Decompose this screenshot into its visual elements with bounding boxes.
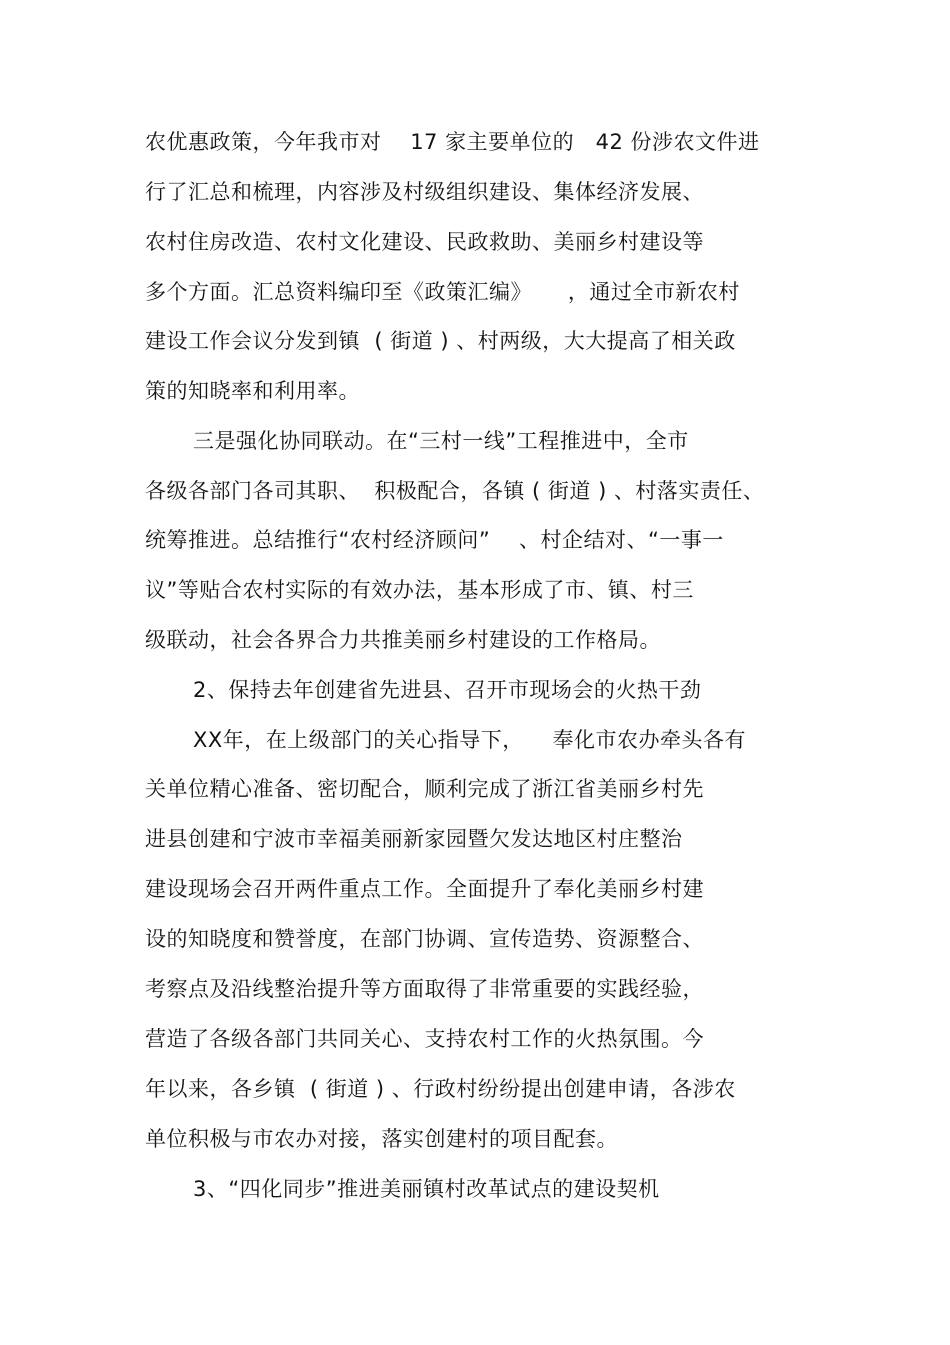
text-line: 级联动，社会各界合力共推美丽乡村建设的工作格局。	[145, 628, 661, 652]
paragraph-first-line: 三是强化协同联动。在“三村一线”工程推进中，全市	[193, 429, 689, 453]
text-line: 行了汇总和梳理，内容涉及村级组织建设、集体经济发展、	[145, 180, 704, 204]
text-line: 考察点及沿线整治提升等方面取得了非常重要的实践经验，	[145, 977, 704, 1001]
text-line: 各级各部门各司其职、 积极配合，各镇 ( 街道 ) 、村落实责任、	[145, 479, 765, 503]
text-line: 建设现场会召开两件重点工作。全面提升了奉化美丽乡村建	[145, 877, 704, 901]
text-line: 农村住房改造、农村文化建设、民政救助、美丽乡村建设等	[145, 230, 704, 254]
text-line: 进县创建和宁波市幸福美丽新家园暨欠发达地区村庄整治	[145, 827, 683, 851]
text-line: 策的知晓率和利用率。	[145, 379, 360, 403]
paragraph-first-line: XX年，在上级部门的关心指导下， 奉化市农办牵头各有	[193, 728, 746, 752]
section-heading-3: 3、“四化同步”推进美丽镇村改革试点的建设契机	[193, 1177, 660, 1201]
text-line: 多个方面。汇总资料编印至《政策汇编》 ，通过全市新农村	[145, 280, 740, 304]
text-line: 设的知晓度和赞誉度，在部门协调、宣传造势、资源整合、	[145, 927, 704, 951]
text-line: 建设工作会议分发到镇 ( 街道 ) 、村两级，大大提高了相关政	[145, 329, 736, 353]
text-line: 议”等贴合农村实际的有效办法，基本形成了市、镇、村三	[145, 578, 694, 602]
text-line: 营造了各级各部门共同关心、支持农村工作的火热氛围。今	[145, 1027, 704, 1051]
section-heading-2: 2、保持去年创建省先进县、召开市现场会的火热干劲	[193, 678, 702, 702]
text-line: 关单位精心准备、密切配合，顺利完成了浙江省美丽乡村先	[145, 777, 704, 801]
text-line: 农优惠政策，今年我市对 17 家主要单位的 42 份涉农文件进	[145, 130, 760, 154]
text-line: 统筹推进。总结推行“农村经济顾问” 、村企结对、“一事一	[145, 528, 724, 552]
text-line: 年以来，各乡镇 ( 街道 ) 、行政村纷纷提出创建申请，各涉农	[145, 1077, 736, 1101]
text-line: 单位积极与市农办对接，落实创建村的项目配套。	[145, 1127, 618, 1151]
